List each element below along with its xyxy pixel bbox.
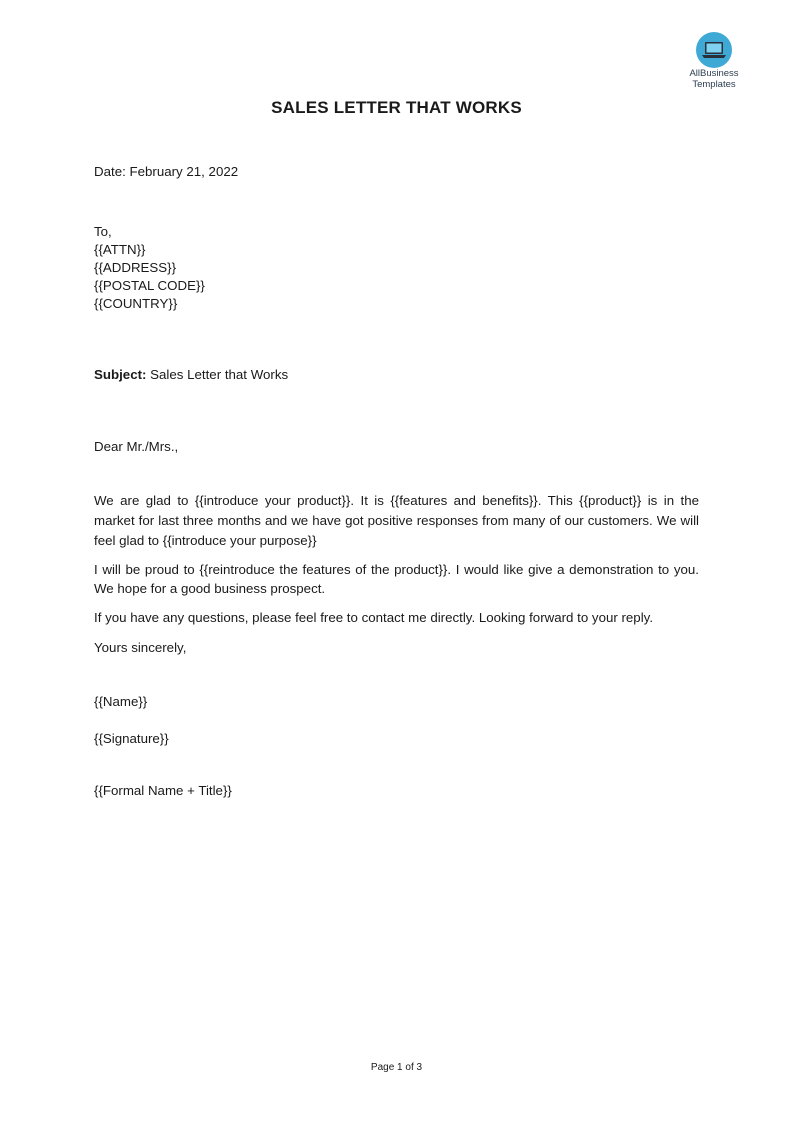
page-number: Page 1 of 3: [370, 1062, 423, 1073]
address-street: {{ADDRESS}}: [94, 260, 177, 275]
logo-text-line1: AllBusiness: [689, 68, 739, 79]
address-postal-code: {{POSTAL CODE}}: [94, 278, 205, 293]
subject-line: [94, 366, 699, 384]
laptop-icon: [696, 32, 732, 68]
address-to: To,: [94, 224, 112, 239]
document-title: SALES LETTER THAT WORKS: [271, 98, 522, 117]
closing: Yours sincerely,: [94, 640, 187, 655]
recipient-address: [94, 223, 699, 313]
address-country: {{COUNTRY}}: [94, 296, 178, 311]
salutation: Dear Mr./Mrs.,: [94, 439, 179, 454]
letter-date: Date: February 21, 2022: [94, 164, 239, 179]
body-paragraph-1: We are glad to {{introduce your product}}. It is {{features and benefits}}. This {{product}} is in the market for last three months and we have got positive responses from many of our customers. We will feel glad to {{introduce your purpose}}: [94, 493, 699, 548]
allbusiness-logo: [678, 32, 750, 90]
logo-text-line2: Templates: [692, 79, 736, 90]
body-paragraph-3: If you have any questions, please feel free to contact me directly. Looking forward to your reply.: [94, 610, 654, 625]
subject-text: Sales Letter that Works: [146, 367, 289, 382]
address-attn: {{ATTN}}: [94, 242, 146, 257]
sender-formal-name: {{Formal Name + Title}}: [94, 783, 232, 798]
sender-signature: {{Signature}}: [94, 731, 169, 746]
sender-name: {{Name}}: [94, 694, 148, 709]
body-paragraph-2: I will be proud to {{reintroduce the features of the product}}. I would like give a demonstration to you. We hope for a good business prospect.: [94, 562, 699, 596]
subject-label: Subject:: [94, 367, 147, 382]
